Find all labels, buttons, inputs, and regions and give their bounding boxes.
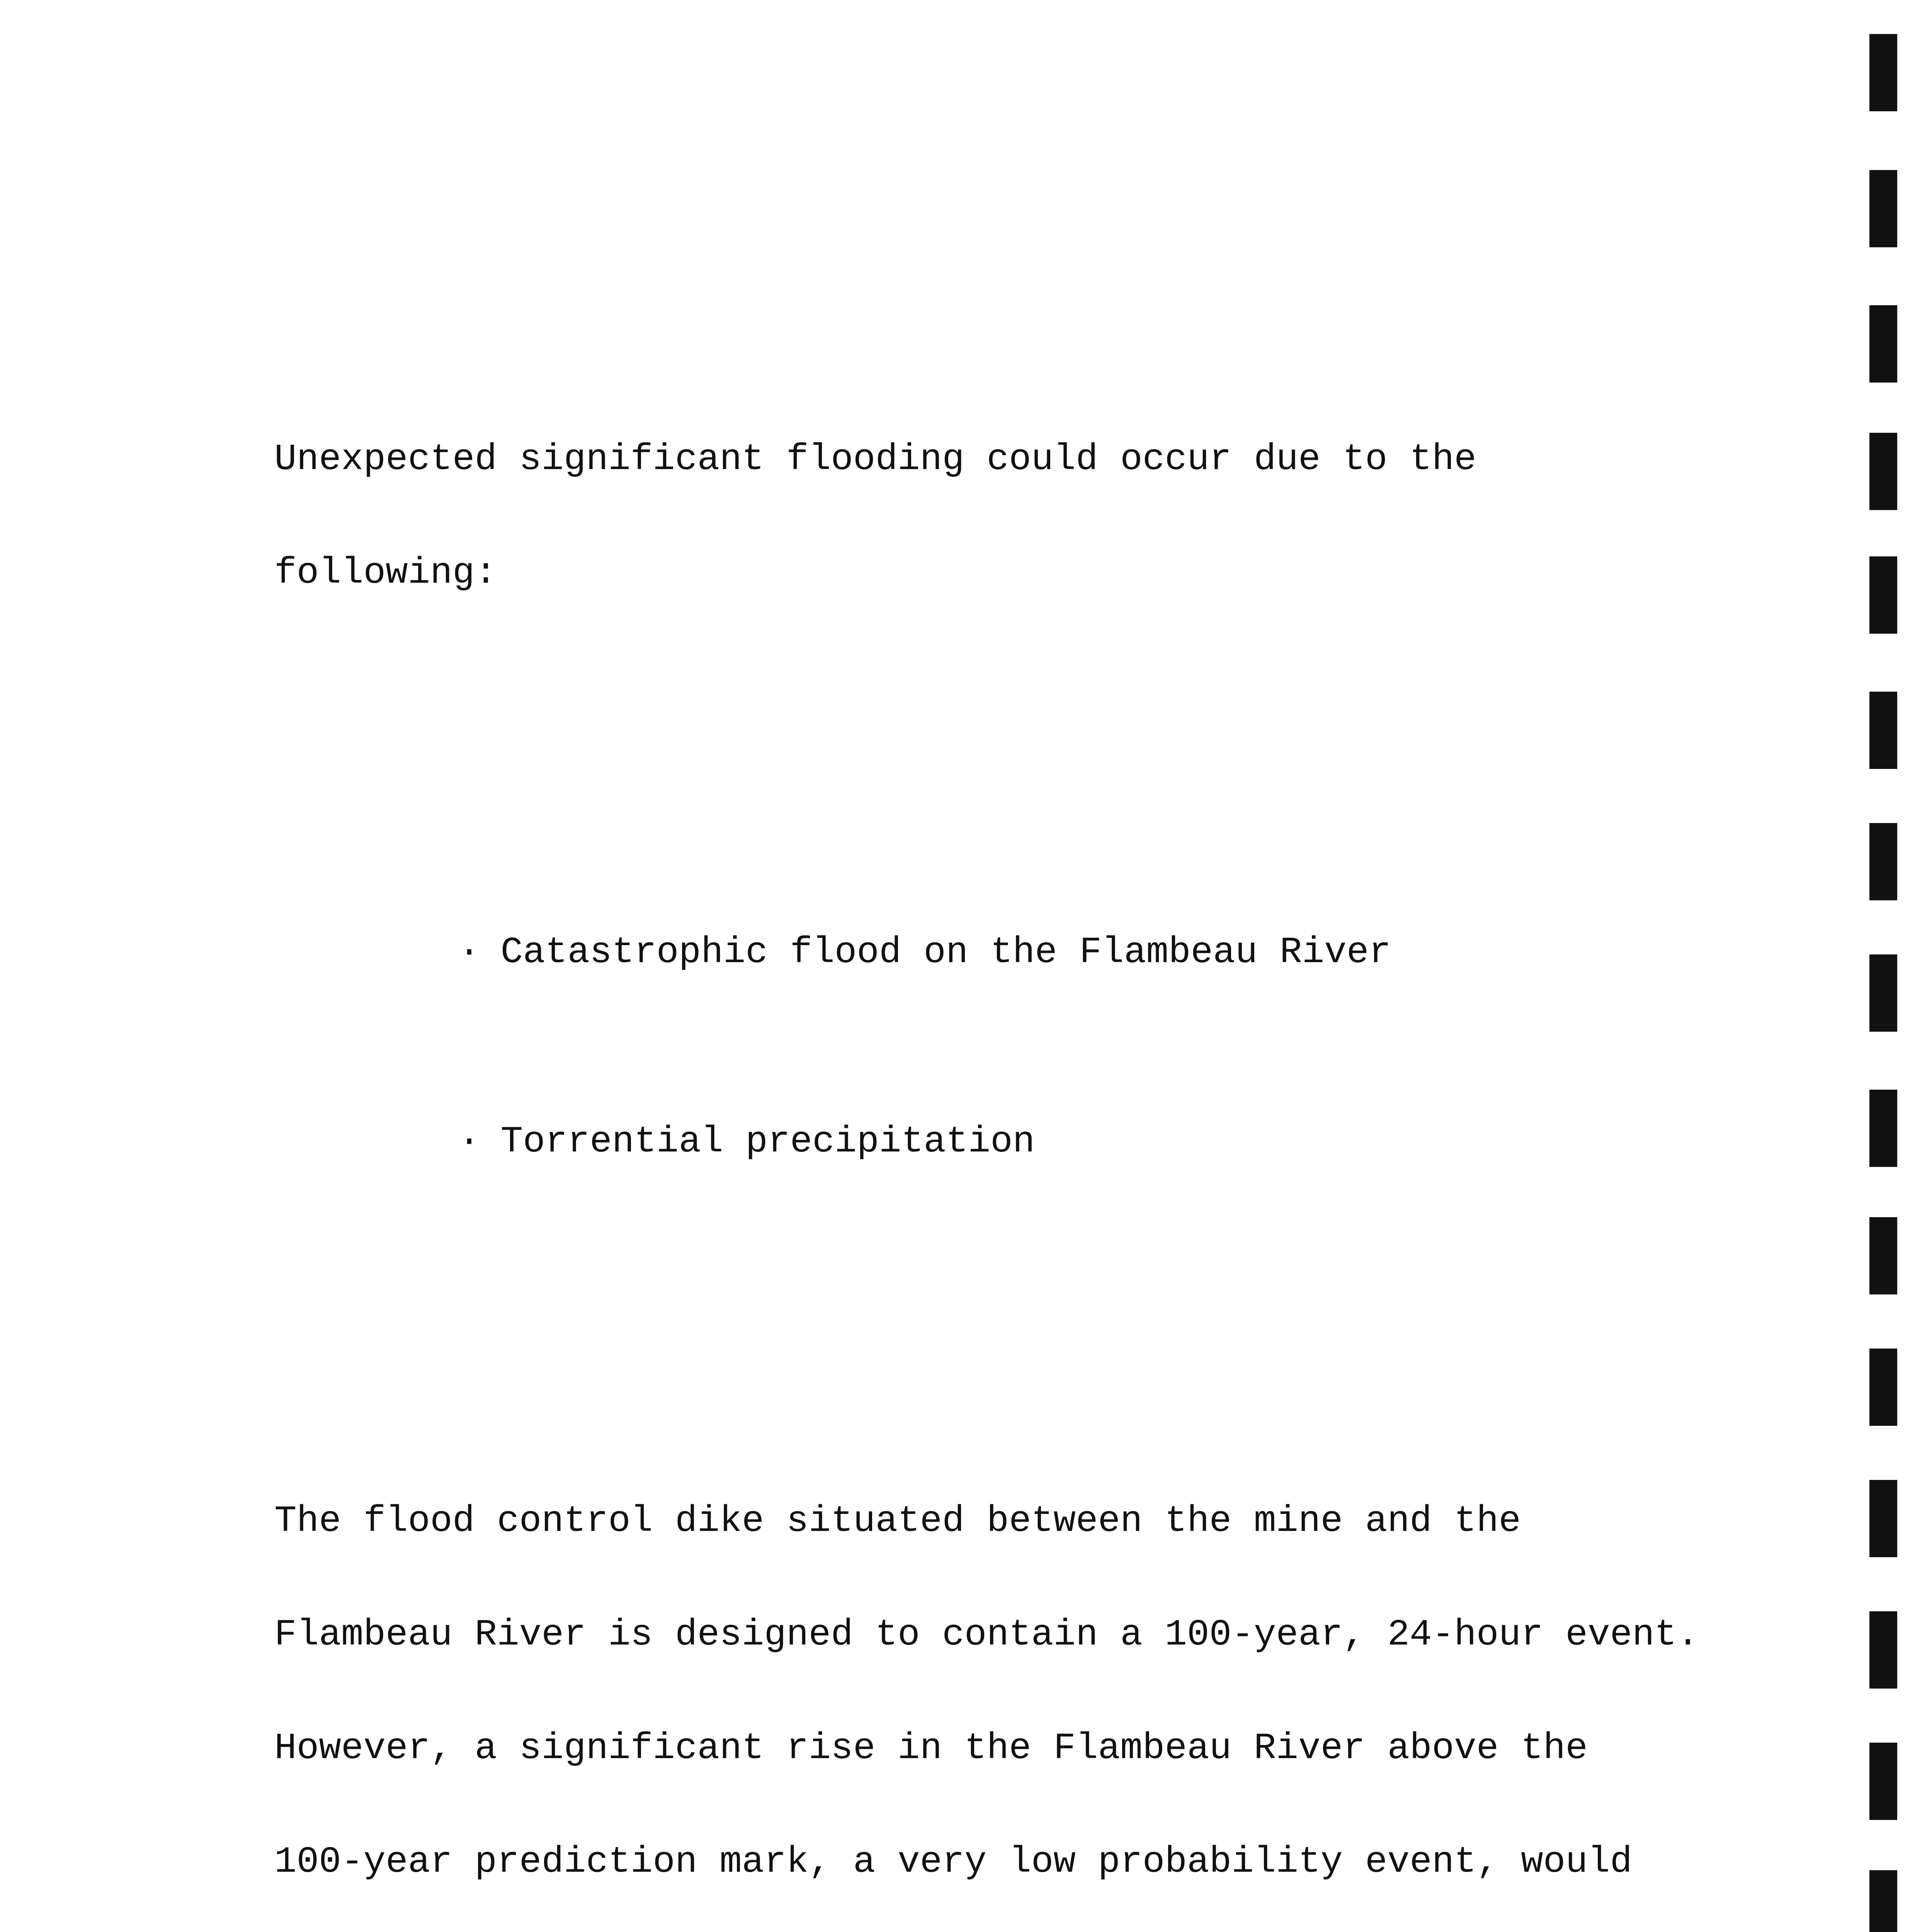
revision-bar [1869,1217,1897,1294]
revision-bar [1869,823,1897,900]
revision-bar [1869,170,1897,247]
revision-bar [1869,1480,1897,1557]
revision-bar [1869,305,1897,383]
revision-bar [1869,1870,1897,1932]
text-line: 100-year prediction mark, a very low probability event, would [274,1841,1633,1883]
text-line: following: [274,552,497,594]
bullet-list [274,820,1781,1274]
revision-bar [1869,1090,1897,1167]
revision-bar [1869,1611,1897,1689]
revision-bar [1869,692,1897,769]
text-line: Unexpected significant flooding could occur due to the [274,438,1476,480]
list-item [325,1085,1781,1199]
document-body [274,251,1781,1932]
bullet-dot-icon: · [458,931,481,973]
revision-bar [1869,34,1897,111]
revision-bar [1869,954,1897,1032]
list-item-text: Torrential precipitation [500,1121,1035,1163]
text-line: The flood control dike situated between the mine and the [274,1500,1521,1542]
revision-bar [1869,433,1897,510]
paragraph-flood-control-dike [274,1427,1781,1932]
list-item-text: Catastrophic flood on the Flambeau River [500,931,1391,973]
bullet-dot-icon: · [458,1121,481,1163]
list-item [325,896,1781,1009]
text-line: However, a significant rise in the Flambeau River above the [274,1727,1588,1769]
text-line: Flambeau River is designed to contain a 100-year, 24-hour event. [274,1614,1699,1656]
revision-bar [1869,1349,1897,1426]
revision-bar [1869,1743,1897,1820]
revision-bar [1869,556,1897,634]
paragraph-intro [274,365,1781,668]
